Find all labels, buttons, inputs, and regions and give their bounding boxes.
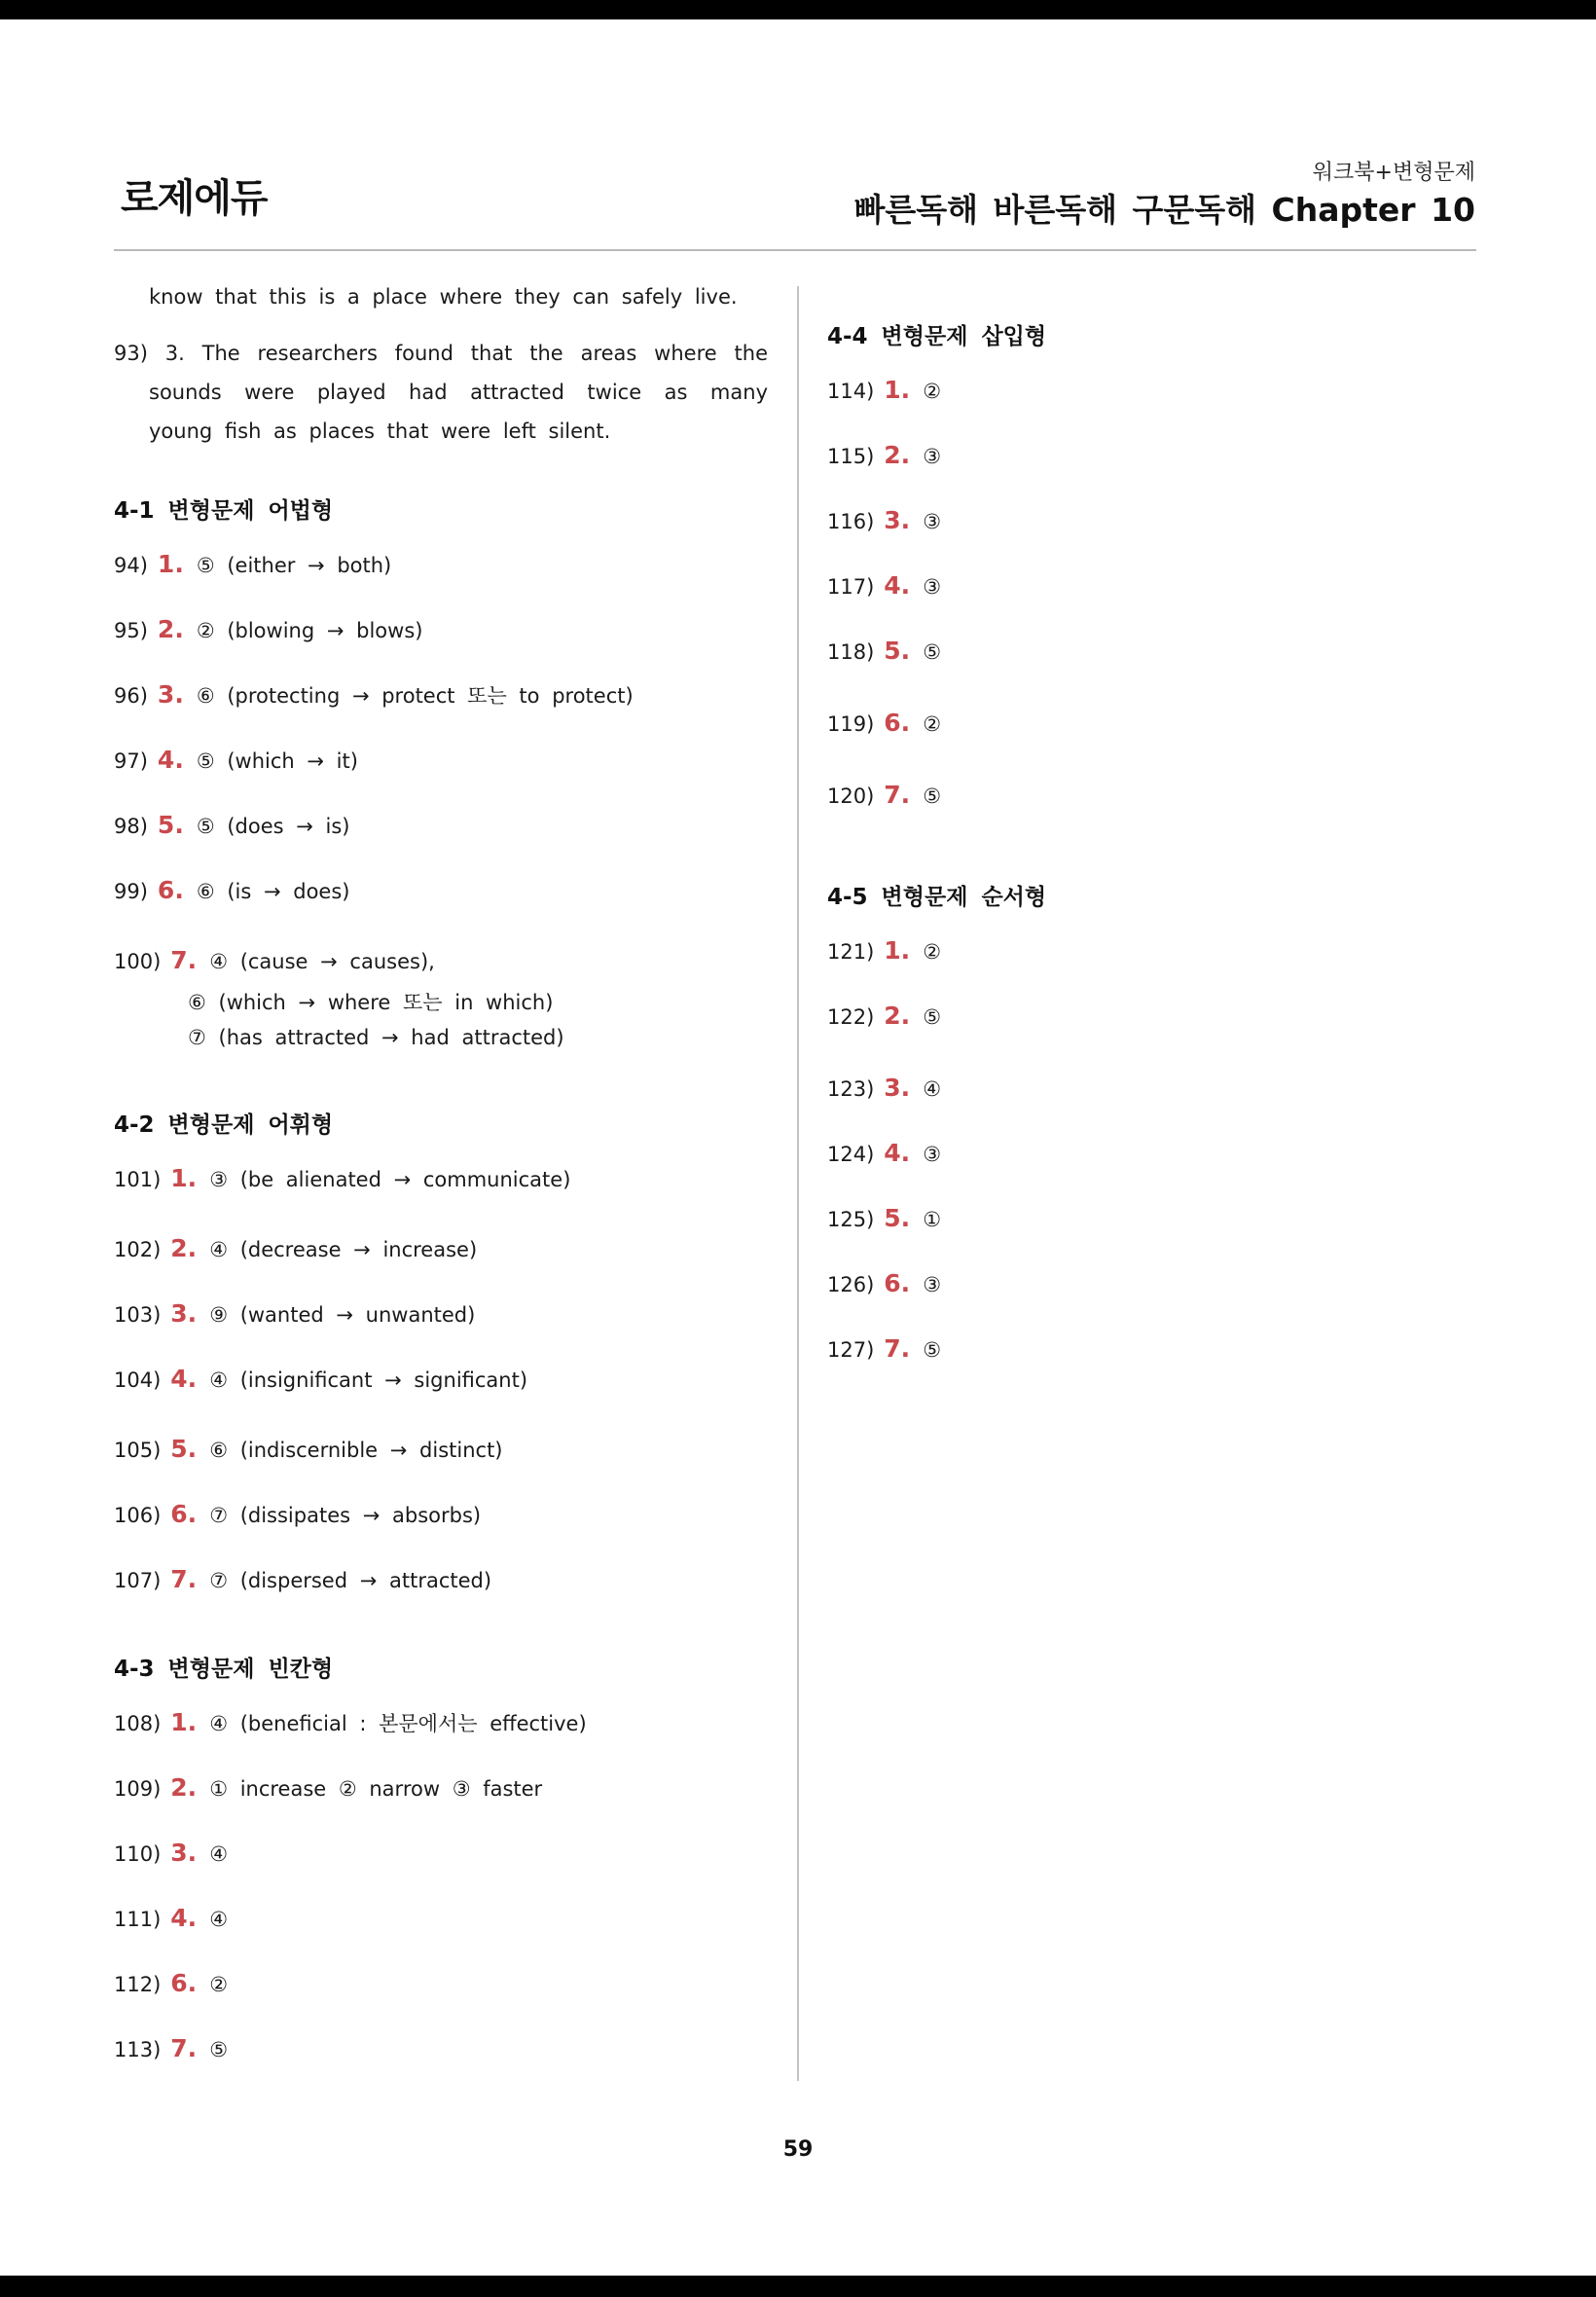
answer-label: 2. — [170, 1773, 198, 1802]
answer-label: 1. — [170, 1708, 198, 1736]
answer-item — [114, 615, 768, 659]
answer-text: ⑤ (which → it) — [196, 749, 358, 773]
answer-text: ② (blowing → blows) — [196, 619, 423, 642]
answer-item — [827, 936, 1431, 980]
item-number: 122) — [827, 1005, 875, 1029]
item-number: 117) — [827, 575, 875, 599]
answer-label: 6. — [157, 876, 184, 904]
answer-text: ③ (be alienated → communicate) — [209, 1168, 571, 1191]
answer-text: ② — [923, 940, 942, 964]
section-title: 4-4 변형문제 삽입형 — [827, 324, 1047, 349]
continued-line: know that this is a place where they can safely live. — [149, 285, 738, 309]
header-subtitle: 워크북+변형문제 — [1312, 161, 1475, 185]
answer-text: ⑨ (wanted → unwanted) — [209, 1303, 476, 1327]
answer-label: 1. — [170, 1164, 198, 1192]
answer-text: ③ — [923, 445, 942, 468]
answer-text: ⑤ — [923, 784, 942, 808]
answer-item — [827, 1002, 1431, 1052]
answer-item — [114, 2034, 768, 2078]
item-number: 121) — [827, 940, 875, 964]
answer-text: ① — [923, 1208, 942, 1231]
answer-text: ④ — [923, 1077, 942, 1101]
answer-text: ⑤ (either → both) — [196, 554, 392, 577]
answer-item — [827, 1269, 1431, 1313]
section-title: 4-1 변형문제 어법형 — [114, 498, 334, 524]
answer-text: ⑤ — [923, 1338, 942, 1362]
answer-label: 1. — [157, 550, 184, 578]
answer-item — [114, 1969, 768, 2013]
item-number: 126) — [827, 1273, 875, 1296]
answer-label: 6. — [884, 709, 911, 737]
answer-text: ⑤ — [209, 2038, 229, 2061]
answer-continuation: ⑦ (has attracted → had attracted) — [188, 1026, 564, 1049]
answer-label: 5. — [157, 811, 184, 839]
answer-label: 3. — [884, 506, 911, 534]
answer-label: 3. — [170, 1839, 198, 1867]
answer-label: 2. — [157, 615, 184, 643]
item-number: 95) — [114, 619, 148, 642]
column-divider — [797, 286, 799, 2081]
answer-item — [114, 811, 768, 855]
answer-text: ④ (insignificant → significant) — [209, 1368, 528, 1392]
section-title: 4-3 변형문제 빈칸형 — [114, 1657, 334, 1682]
answer-item — [114, 1164, 768, 1213]
answer-item — [114, 680, 768, 724]
right-column — [827, 318, 1431, 1400]
item-number: 106) — [114, 1504, 162, 1527]
answer-item — [827, 1139, 1431, 1183]
answer-item — [827, 441, 1431, 485]
answer-text: ⑤ — [923, 640, 942, 664]
answer-label: 6. — [884, 1269, 911, 1297]
answer-label: 7. — [170, 946, 198, 974]
answer-text: ⑥ (indiscernible → distinct) — [209, 1439, 503, 1462]
brand-logo: 로제에듀 — [121, 176, 268, 221]
item-number: 94) — [114, 554, 148, 577]
item-number: 127) — [827, 1338, 875, 1362]
answer-label: 6. — [170, 1969, 198, 1997]
item-number: 120) — [827, 784, 875, 808]
answer-text: ⑥ (is → does) — [196, 880, 350, 903]
answer-text: ② — [923, 712, 942, 736]
answer-item — [827, 506, 1431, 550]
answer-item — [114, 550, 768, 594]
item-number: 112) — [114, 1973, 162, 1996]
answer-label: 7. — [170, 2034, 198, 2062]
answer-label: 4. — [884, 1139, 911, 1167]
answer-text: ④ — [209, 1842, 229, 1866]
header-title: 빠른독해 바른독해 구문독해 Chapter 10 — [853, 191, 1475, 229]
answer-item — [114, 876, 768, 925]
answer-text: ③ — [923, 1273, 942, 1296]
item-number: 107) — [114, 1569, 162, 1592]
answer-item — [114, 1773, 768, 1817]
answer-label: 5. — [170, 1435, 198, 1463]
answer-label: 4. — [170, 1365, 198, 1393]
answer-item — [827, 781, 1431, 824]
answer-text: ⑦ (dispersed → attracted) — [209, 1569, 492, 1592]
answer-label: 5. — [884, 1204, 911, 1232]
item-number: 100) — [114, 950, 162, 973]
answer-item — [114, 946, 768, 987]
item-number: 118) — [827, 640, 875, 664]
item-number: 119) — [827, 712, 875, 736]
answer-continuation: ⑥ (which → where 또는 in which) — [188, 991, 554, 1014]
answer-text: ⑥ (protecting → protect 또는 to protect) — [196, 684, 634, 708]
item-number: 97) — [114, 749, 148, 773]
item-number: 114) — [827, 380, 875, 403]
section-title: 4-5 변형문제 순서형 — [827, 885, 1047, 910]
answer-text: ③ — [923, 1143, 942, 1166]
item-number: 123) — [827, 1077, 875, 1101]
item-number: 108) — [114, 1712, 162, 1735]
answer-text: ⑤ (does → is) — [196, 815, 350, 838]
answer-text: ④ — [209, 1908, 229, 1931]
item-number: 111) — [114, 1908, 162, 1931]
answer-item — [114, 1299, 768, 1343]
item-number: 115) — [827, 445, 875, 468]
answer-item — [827, 1334, 1431, 1378]
answer-text: ② — [923, 380, 942, 403]
answer-item — [114, 1904, 768, 1948]
item-number: 109) — [114, 1777, 162, 1801]
answer-label: 4. — [157, 746, 184, 774]
item-number: 98) — [114, 815, 148, 838]
answer-label: 2. — [884, 1002, 911, 1030]
answer-label: 3. — [884, 1074, 911, 1102]
answer-label: 4. — [170, 1904, 198, 1932]
bottom-border — [0, 2276, 1596, 2297]
answer-label: 5. — [884, 637, 911, 665]
answer-label: 1. — [884, 936, 911, 965]
item-number: 102) — [114, 1238, 162, 1261]
answer-93: 93) 3. The researchers found that the areas where the sounds were played had attracted twice as many young fish as places that were left silent. — [114, 342, 768, 443]
answer-text: ④ (cause → causes), — [209, 950, 435, 973]
answer-item — [827, 1074, 1431, 1117]
answer-text: ⑦ (dissipates → absorbs) — [209, 1504, 482, 1527]
item-number: 125) — [827, 1208, 875, 1231]
answer-item — [827, 571, 1431, 615]
answer-item — [114, 1234, 768, 1278]
answer-label: 7. — [170, 1565, 198, 1593]
answer-text: ③ — [923, 575, 942, 599]
answer-label: 3. — [157, 680, 184, 709]
answer-item — [114, 746, 768, 789]
page-number: 59 — [782, 2137, 814, 2162]
answer-label: 2. — [884, 441, 911, 469]
answer-item — [114, 1365, 768, 1413]
item-number: 96) — [114, 684, 148, 708]
answer-item — [827, 709, 1431, 759]
answer-item — [114, 1839, 768, 1882]
answer-label: 7. — [884, 1334, 911, 1363]
answer-text: ③ — [923, 510, 942, 533]
item-number: 110) — [114, 1842, 162, 1866]
answer-item — [114, 1565, 768, 1609]
answer-item — [827, 1204, 1431, 1248]
answer-text: ① increase ② narrow ③ faster — [209, 1777, 543, 1801]
item-number: 99) — [114, 880, 148, 903]
answer-text: ④ (decrease → increase) — [209, 1238, 478, 1261]
answer-label: 7. — [884, 781, 911, 809]
top-border — [0, 0, 1596, 19]
answer-item — [114, 1708, 768, 1752]
item-number: 124) — [827, 1143, 875, 1166]
answer-label: 2. — [170, 1234, 198, 1262]
answer-item — [114, 1435, 768, 1478]
item-number: 103) — [114, 1303, 162, 1327]
answer-label: 3. — [170, 1299, 198, 1328]
item-number: 113) — [114, 2038, 162, 2061]
answer-item — [114, 1500, 768, 1544]
header-divider — [114, 249, 1476, 251]
item-number: 116) — [827, 510, 875, 533]
answer-label: 4. — [884, 571, 911, 600]
section-title: 4-2 변형문제 어휘형 — [114, 1112, 334, 1138]
left-column — [114, 277, 768, 2099]
item-number: 101) — [114, 1168, 162, 1191]
answer-text: ④ (beneficial : 본문에서는 effective) — [209, 1712, 587, 1735]
answer-label: 1. — [884, 376, 911, 404]
answer-text: ② — [209, 1973, 229, 1996]
answer-label: 6. — [170, 1500, 198, 1528]
item-number: 105) — [114, 1439, 162, 1462]
answer-text: ⑤ — [923, 1005, 942, 1029]
item-number: 104) — [114, 1368, 162, 1392]
answer-item — [827, 637, 1431, 687]
answer-item — [827, 376, 1431, 419]
